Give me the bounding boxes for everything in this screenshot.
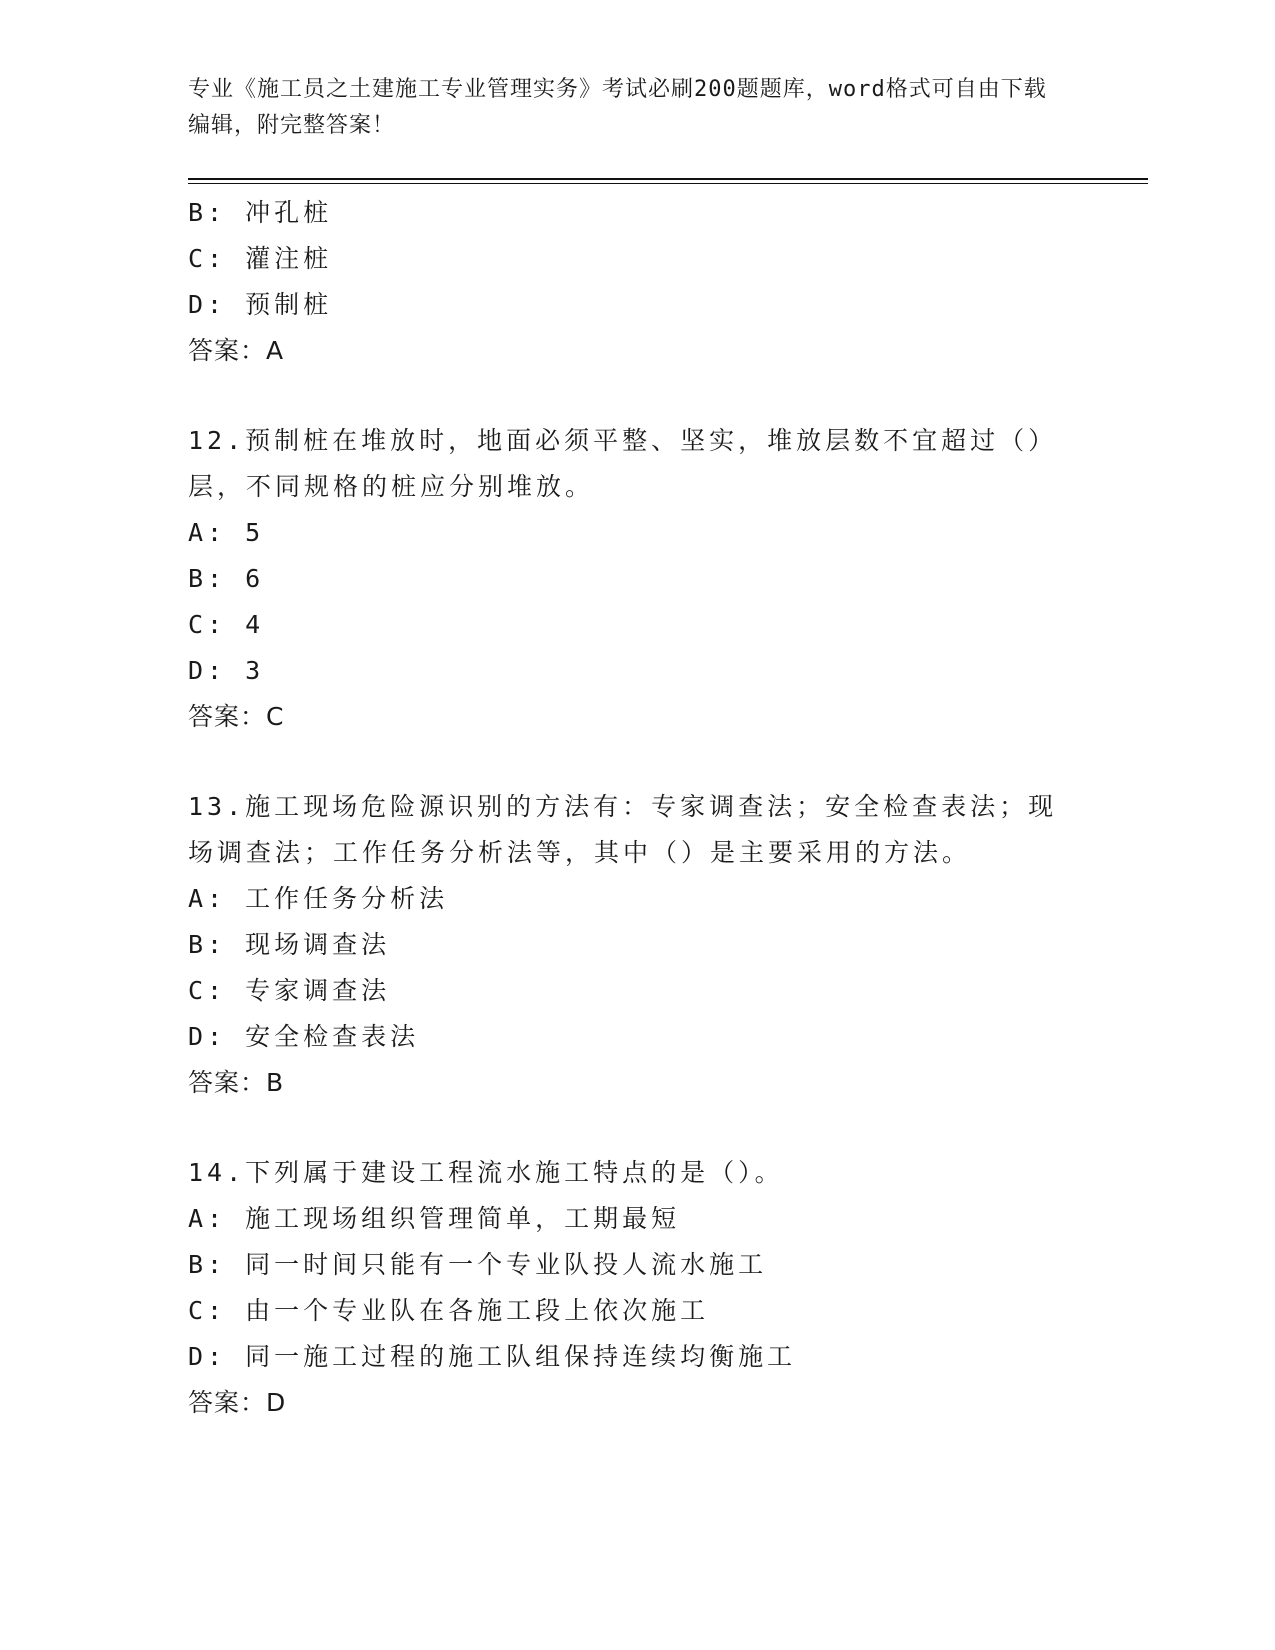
question-12 [188, 418, 1088, 740]
option-b: B: 6 [188, 564, 265, 593]
option-d: D: 3 [188, 656, 265, 685]
question-stem: 12.预制桩在堆放时，地面必须平整、坚实，堆放层数不宜超过（）层，不同规格的桩应分别堆放。 [188, 426, 1058, 501]
option-a: A: 工作任务分析法 [188, 884, 449, 913]
option-a: A: 5 [188, 518, 265, 547]
option-d: D: 预制桩 [188, 290, 333, 319]
option-c: C: 由一个专业队在各施工段上依次施工 [188, 1296, 710, 1325]
question-11-tail [188, 190, 1088, 374]
question-stem: 13.施工现场危险源识别的方法有：专家调查法；安全检查表法；现场调查法；工作任务分析法等，其中（）是主要采用的方法。 [188, 792, 1058, 867]
question-13 [188, 784, 1088, 1106]
option-c: C: 4 [188, 610, 265, 639]
question-14 [188, 1150, 1088, 1426]
question-stem: 14.下列属于建设工程流水施工特点的是（）。 [188, 1158, 784, 1187]
answer-line: 答案：B [188, 1068, 285, 1097]
question-content [188, 190, 1088, 1426]
header-rule-thick [188, 178, 1148, 180]
option-d: D: 安全检查表法 [188, 1022, 420, 1051]
option-a: A: 施工现场组织管理简单，工期最短 [188, 1204, 681, 1233]
option-c: C: 灌注桩 [188, 244, 333, 273]
option-b: B: 现场调查法 [188, 930, 391, 959]
option-b: B: 冲孔桩 [188, 198, 333, 227]
answer-line: 答案：D [188, 1388, 287, 1417]
document-header: 专业《施工员之土建施工专业管理实务》考试必刷200题题库，word格式可自由下载编辑，附完整答案！ [188, 77, 1047, 138]
header-rule-thin [188, 183, 1148, 184]
option-b: B: 同一时间只能有一个专业队投人流水施工 [188, 1250, 768, 1279]
option-c: C: 专家调查法 [188, 976, 391, 1005]
answer-line: 答案：C [188, 702, 285, 731]
answer-line: 答案：A [188, 336, 285, 365]
option-d: D: 同一施工过程的施工队组保持连续均衡施工 [188, 1342, 797, 1371]
